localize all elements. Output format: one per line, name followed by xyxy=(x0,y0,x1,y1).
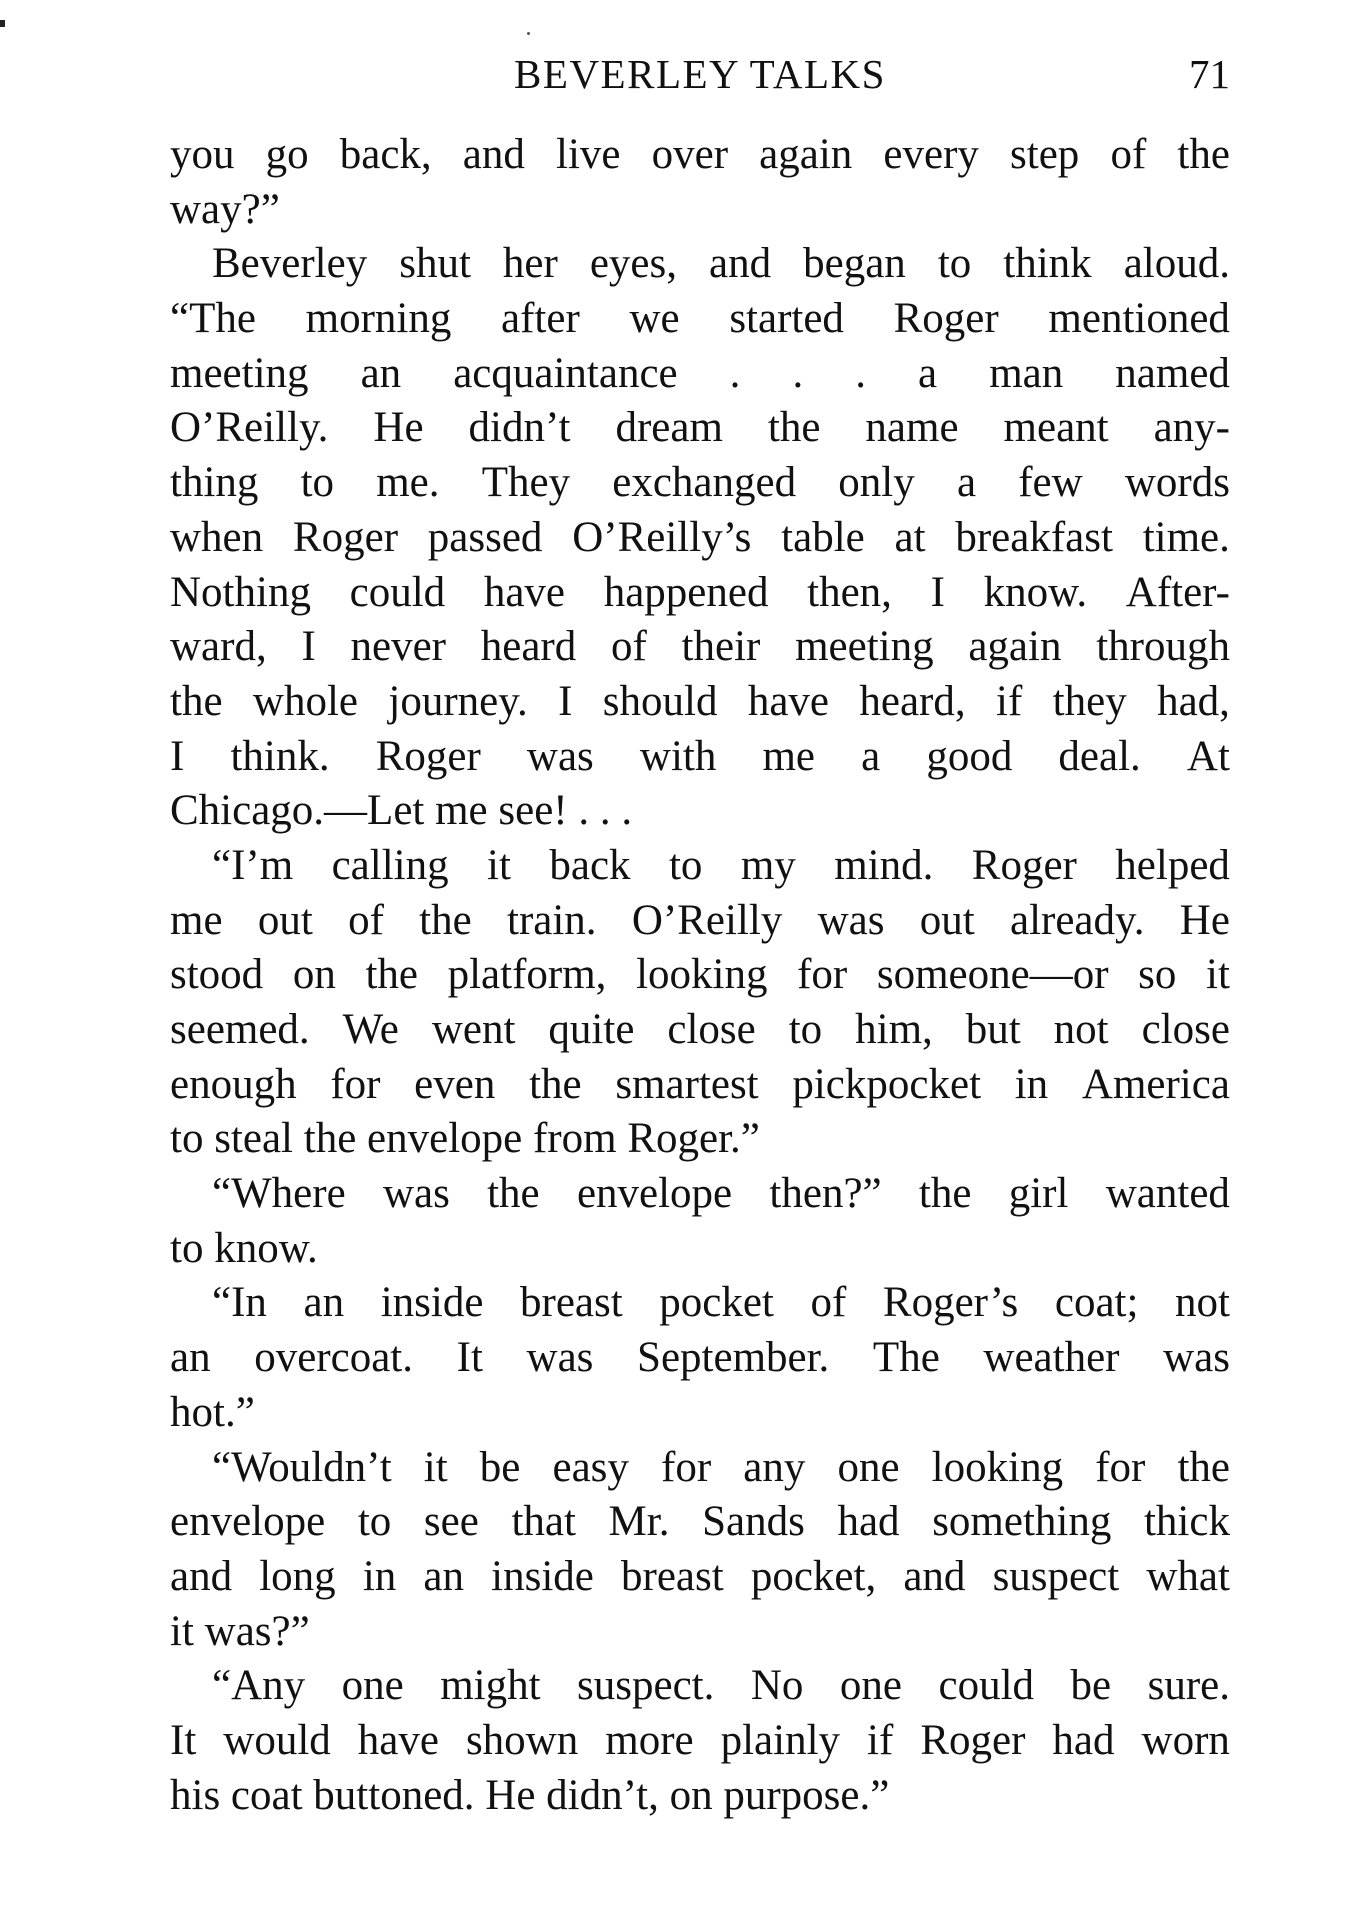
word: should xyxy=(602,677,718,725)
word: O’Reilly’s xyxy=(572,513,752,561)
word: an xyxy=(360,349,402,397)
text-line xyxy=(170,620,1230,675)
word: thing xyxy=(170,459,259,507)
word: meeting xyxy=(795,623,934,671)
word: when xyxy=(170,513,264,561)
word: heard xyxy=(480,623,577,671)
text-line: Chicago.—Let me see! . . . xyxy=(170,787,633,835)
text-line xyxy=(170,1058,1230,1113)
word: heard, xyxy=(859,677,966,725)
text-line xyxy=(170,347,1230,402)
word: We xyxy=(342,1006,399,1053)
text-line xyxy=(170,456,1230,511)
word: they xyxy=(1052,677,1127,725)
word: Mr. xyxy=(608,1498,670,1546)
word: It xyxy=(456,1334,483,1382)
word: quite xyxy=(548,1006,635,1053)
word: again xyxy=(968,623,1062,671)
word: exchanged xyxy=(612,459,797,507)
word: the xyxy=(918,1170,972,1218)
word: “Wouldn’t xyxy=(212,1443,392,1491)
word: coat; xyxy=(1054,1279,1139,1327)
word: Roger xyxy=(920,1716,1026,1764)
word: what xyxy=(1146,1552,1230,1600)
word: “Any xyxy=(212,1662,306,1710)
word: that xyxy=(511,1498,576,1546)
word: table xyxy=(781,513,865,561)
word: America xyxy=(1081,1060,1230,1108)
word: “Where xyxy=(212,1170,346,1218)
text-line: way?” xyxy=(170,185,280,233)
word: the xyxy=(419,896,472,944)
text-line: his coat buttoned. He didn’t, on purpose.” xyxy=(170,1771,890,1819)
word: . xyxy=(792,349,804,397)
word: out xyxy=(919,896,975,944)
text-line xyxy=(170,1714,1230,1769)
word: not xyxy=(1175,1279,1230,1327)
word: breast xyxy=(520,1279,623,1327)
word: one xyxy=(341,1662,404,1710)
word: the xyxy=(365,951,418,999)
word: September. xyxy=(637,1334,830,1382)
word: At xyxy=(1186,732,1230,780)
word: for xyxy=(330,1060,381,1108)
word: and xyxy=(903,1552,966,1600)
word: had xyxy=(1052,1716,1115,1764)
word: acquaintance xyxy=(453,349,678,397)
text-line xyxy=(170,401,1230,456)
word: and xyxy=(709,240,772,288)
word: out xyxy=(257,896,313,944)
word: Roger xyxy=(893,295,999,343)
text-line xyxy=(170,292,1230,347)
word: looking xyxy=(931,1443,1064,1491)
text-line: to steal the envelope from Roger.” xyxy=(170,1115,760,1163)
word: “The xyxy=(170,295,256,343)
word: . xyxy=(855,349,866,397)
word: to xyxy=(788,1006,823,1053)
word: seemed. xyxy=(170,1006,310,1053)
word: and xyxy=(170,1552,233,1600)
word: began xyxy=(803,240,906,288)
word: meant xyxy=(1003,404,1109,452)
word: was xyxy=(1163,1334,1230,1382)
word: mentioned xyxy=(1048,295,1230,343)
text-line xyxy=(170,1495,1230,1550)
word: Beverley xyxy=(212,240,368,288)
word: in xyxy=(362,1552,397,1600)
word: helped xyxy=(1115,841,1230,889)
word: again xyxy=(759,131,853,178)
word: breakfast xyxy=(955,513,1113,561)
word: I xyxy=(558,677,573,725)
word: a xyxy=(918,349,938,397)
word: aloud. xyxy=(1123,240,1230,288)
word: back xyxy=(549,841,631,889)
word: named xyxy=(1115,349,1230,397)
word: deal. xyxy=(1058,732,1141,780)
word: dream xyxy=(615,404,723,452)
running-title: BEVERLEY TALKS xyxy=(514,51,886,97)
word: morning xyxy=(305,295,452,343)
word: had xyxy=(837,1498,900,1546)
word: time. xyxy=(1142,513,1230,561)
word: already. xyxy=(1010,896,1145,944)
word: me xyxy=(762,732,815,780)
word: No xyxy=(750,1662,804,1710)
text-line xyxy=(170,1550,1230,1605)
word: weather xyxy=(983,1334,1120,1382)
word: calling xyxy=(331,841,449,889)
word: was xyxy=(817,896,885,944)
word: meeting xyxy=(170,349,309,397)
word: to xyxy=(357,1498,392,1546)
word: journey. xyxy=(388,677,528,725)
word: Roger xyxy=(971,841,1077,889)
word: on xyxy=(292,951,336,999)
text-line xyxy=(170,1659,1230,1714)
word: the xyxy=(529,1060,582,1108)
word: to xyxy=(668,841,703,889)
word: in xyxy=(1014,1060,1049,1108)
word: words xyxy=(1124,459,1230,507)
word: it xyxy=(423,1443,448,1491)
word: one xyxy=(837,1443,900,1491)
word: suspect. xyxy=(577,1662,715,1710)
word: man xyxy=(989,349,1064,397)
word: have xyxy=(747,677,830,725)
word: even xyxy=(414,1060,496,1108)
word: Sands xyxy=(702,1498,805,1546)
word: an xyxy=(303,1279,345,1327)
word: her xyxy=(502,240,558,288)
word: inside xyxy=(491,1552,594,1600)
word: me. xyxy=(376,459,440,507)
word: of xyxy=(1110,131,1147,178)
word: for xyxy=(661,1443,712,1491)
word: “I’m xyxy=(212,841,294,889)
word: their xyxy=(681,623,761,671)
text-line xyxy=(170,839,1230,894)
text-line xyxy=(170,566,1230,621)
body-text xyxy=(170,128,1230,1823)
word: an xyxy=(170,1334,211,1382)
word: we xyxy=(629,295,680,343)
word: never xyxy=(350,623,447,671)
word: the xyxy=(767,404,821,452)
word: go xyxy=(265,131,309,178)
word: few xyxy=(1018,459,1083,507)
word: over xyxy=(651,131,729,178)
word: wanted xyxy=(1105,1170,1230,1218)
text-line: it was?” xyxy=(170,1607,310,1655)
word: think xyxy=(1003,240,1092,288)
word: back, xyxy=(339,131,432,178)
word: was xyxy=(382,1170,450,1218)
word: Roger’s xyxy=(882,1279,1019,1327)
word: of xyxy=(610,623,647,671)
word: close xyxy=(667,1006,756,1053)
word: long xyxy=(259,1552,336,1600)
word: a xyxy=(861,732,881,780)
word: it xyxy=(1206,951,1230,999)
word: smartest xyxy=(615,1060,759,1108)
word: more xyxy=(605,1716,694,1764)
word: He xyxy=(1179,896,1230,944)
word: the xyxy=(1177,1443,1230,1491)
word: He xyxy=(373,404,424,452)
word: easy xyxy=(552,1443,629,1491)
word: know. xyxy=(983,568,1088,616)
word: . xyxy=(729,349,741,397)
word: looking xyxy=(636,951,768,999)
word: had, xyxy=(1157,677,1230,725)
word: be xyxy=(1070,1662,1112,1710)
word: live xyxy=(556,131,621,178)
word: After- xyxy=(1125,568,1230,616)
word: whole xyxy=(252,677,359,725)
word: shut xyxy=(399,240,471,288)
word: train. xyxy=(507,896,597,944)
word: any xyxy=(743,1443,806,1491)
word: after xyxy=(501,295,580,343)
word: for xyxy=(1095,1443,1146,1491)
word: could xyxy=(349,568,446,616)
word: good xyxy=(926,732,1013,780)
word: I xyxy=(930,568,945,616)
word: pocket xyxy=(659,1279,774,1327)
word: something xyxy=(932,1498,1112,1546)
text-line xyxy=(170,675,1230,730)
word: platform, xyxy=(447,951,607,999)
text-line xyxy=(170,1276,1230,1331)
word: sure. xyxy=(1147,1662,1230,1710)
text-line xyxy=(170,730,1230,785)
word: every xyxy=(883,131,979,178)
word: The xyxy=(872,1334,940,1382)
word: envelope xyxy=(170,1498,326,1546)
word: It xyxy=(170,1716,197,1764)
word: “In xyxy=(212,1279,267,1327)
word: through xyxy=(1096,623,1230,671)
word: have xyxy=(357,1716,439,1764)
page-number: 71 xyxy=(1189,51,1230,97)
word: for xyxy=(797,951,848,999)
word: was xyxy=(526,732,594,780)
word: so xyxy=(1138,951,1177,999)
word: might xyxy=(440,1662,541,1710)
word: envelope xyxy=(576,1170,733,1218)
text-line xyxy=(170,948,1230,1003)
text-line xyxy=(170,1003,1230,1058)
word: shown xyxy=(465,1716,579,1764)
word: Nothing xyxy=(170,568,311,616)
word: not xyxy=(1053,1006,1109,1053)
word: thick xyxy=(1143,1498,1230,1546)
word: I xyxy=(301,623,316,671)
text-line xyxy=(170,511,1230,566)
word: Roger xyxy=(375,732,481,780)
word: me xyxy=(170,896,223,944)
word: it xyxy=(487,841,511,889)
word: ward, xyxy=(170,623,267,671)
word: think. xyxy=(230,732,330,780)
text-line: to know. xyxy=(170,1224,318,1272)
word: was xyxy=(526,1334,594,1382)
text-line xyxy=(170,128,1230,183)
word: someone—or xyxy=(876,951,1109,999)
word: inside xyxy=(380,1279,484,1327)
word: at xyxy=(894,513,926,561)
word: the xyxy=(487,1170,540,1218)
word: breast xyxy=(621,1552,724,1600)
word: stood xyxy=(170,951,264,999)
word: eyes, xyxy=(589,240,677,288)
word: you xyxy=(170,131,235,178)
word: passed xyxy=(427,513,543,561)
word: enough xyxy=(170,1060,297,1108)
text-line: hot.” xyxy=(170,1388,255,1436)
word: girl xyxy=(1008,1170,1069,1218)
word: pocket, xyxy=(750,1552,877,1600)
word: see xyxy=(423,1498,479,1546)
scan-speck xyxy=(527,32,530,35)
word: O’Reilly. xyxy=(170,404,329,452)
word: overcoat. xyxy=(254,1334,413,1382)
text-line xyxy=(170,1441,1230,1496)
word: then, xyxy=(807,568,892,616)
word: only xyxy=(838,459,915,507)
text-line xyxy=(170,237,1230,292)
word: my xyxy=(740,841,796,889)
word: step xyxy=(1010,131,1080,178)
word: O’Reilly xyxy=(631,896,783,944)
word: pickpocket xyxy=(792,1060,982,1108)
word: happened xyxy=(603,568,769,616)
word: of xyxy=(810,1279,847,1327)
running-head xyxy=(170,50,1230,100)
word: mind. xyxy=(834,841,934,889)
word: the xyxy=(1177,131,1230,178)
text-line xyxy=(170,1331,1230,1386)
word: him, xyxy=(855,1006,933,1053)
word: if xyxy=(996,677,1023,725)
word: could xyxy=(938,1662,1035,1710)
word: didn’t xyxy=(468,404,571,452)
word: one xyxy=(839,1662,902,1710)
word: I xyxy=(170,732,185,780)
word: if xyxy=(867,1716,894,1764)
word: name xyxy=(865,404,959,452)
word: plainly xyxy=(720,1716,841,1764)
word: and xyxy=(462,131,525,178)
word: suspect xyxy=(992,1552,1120,1600)
word: but xyxy=(965,1006,1021,1053)
word: to xyxy=(937,240,972,288)
word: with xyxy=(639,732,717,780)
word: of xyxy=(348,896,384,944)
word: have xyxy=(483,568,566,616)
word: Roger xyxy=(292,513,399,561)
word: would xyxy=(223,1716,331,1764)
word: a xyxy=(956,459,977,507)
word: any- xyxy=(1153,404,1230,452)
word: an xyxy=(423,1552,465,1600)
word: then?” xyxy=(769,1170,882,1218)
word: the xyxy=(170,677,223,725)
word: worn xyxy=(1141,1716,1230,1764)
text-line xyxy=(170,894,1230,949)
word: close xyxy=(1141,1006,1230,1053)
word: They xyxy=(481,459,571,507)
word: to xyxy=(300,459,335,507)
word: went xyxy=(431,1006,516,1053)
text-line xyxy=(170,1167,1230,1222)
scan-mark xyxy=(0,20,5,27)
word: started xyxy=(729,295,844,343)
word: be xyxy=(479,1443,521,1491)
